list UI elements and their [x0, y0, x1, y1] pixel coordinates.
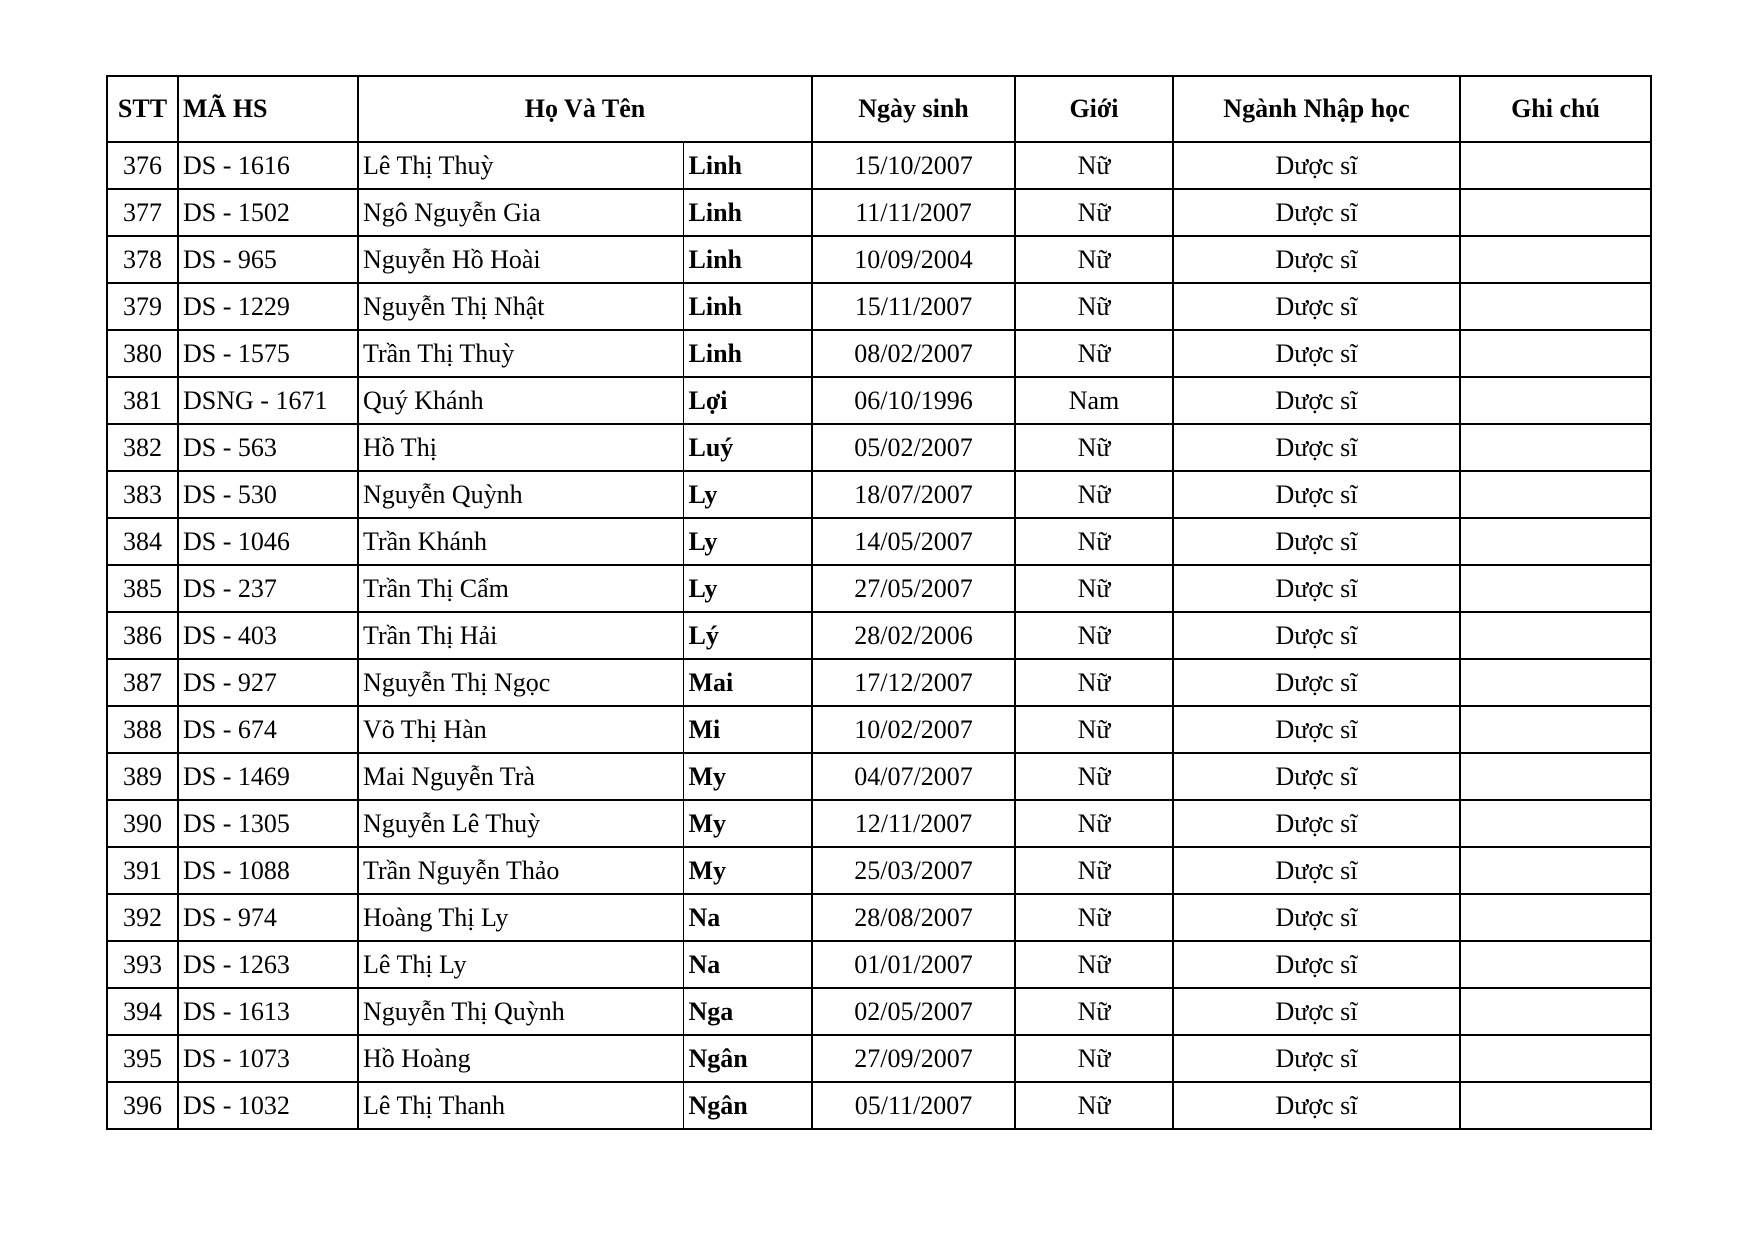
cell-major: Dược sĩ [1173, 706, 1460, 753]
cell-first-name: Ly [683, 518, 812, 565]
cell-gender: Nữ [1015, 988, 1173, 1035]
table-row [107, 988, 1651, 1035]
cell-major: Dược sĩ [1173, 424, 1460, 471]
table-row [107, 142, 1651, 189]
cell-first-name: Ly [683, 565, 812, 612]
cell-stt: 387 [107, 659, 178, 706]
cell-note [1460, 1035, 1651, 1082]
cell-last-middle-name: Quý Khánh [358, 377, 683, 424]
cell-gender: Nữ [1015, 706, 1173, 753]
cell-date-of-birth: 18/07/2007 [812, 471, 1015, 518]
cell-date-of-birth: 05/11/2007 [812, 1082, 1015, 1129]
cell-note [1460, 706, 1651, 753]
cell-last-middle-name: Nguyễn Thị Nhật [358, 283, 683, 330]
cell-student-code: DS - 237 [178, 565, 358, 612]
cell-stt: 386 [107, 612, 178, 659]
cell-last-middle-name: Lê Thị Thuỳ [358, 142, 683, 189]
cell-gender: Nữ [1015, 941, 1173, 988]
cell-major: Dược sĩ [1173, 471, 1460, 518]
cell-date-of-birth: 08/02/2007 [812, 330, 1015, 377]
cell-note [1460, 988, 1651, 1035]
cell-last-middle-name: Trần Nguyễn Thảo [358, 847, 683, 894]
cell-gender: Nữ [1015, 847, 1173, 894]
cell-major: Dược sĩ [1173, 659, 1460, 706]
cell-stt: 377 [107, 189, 178, 236]
table-row [107, 283, 1651, 330]
cell-note [1460, 142, 1651, 189]
cell-note [1460, 424, 1651, 471]
cell-student-code: DS - 1073 [178, 1035, 358, 1082]
cell-last-middle-name: Nguyễn Thị Quỳnh [358, 988, 683, 1035]
cell-student-code: DSNG - 1671 [178, 377, 358, 424]
header-row [107, 76, 1651, 142]
cell-first-name: Na [683, 894, 812, 941]
cell-last-middle-name: Mai Nguyễn Trà [358, 753, 683, 800]
cell-first-name: Nga [683, 988, 812, 1035]
cell-student-code: DS - 974 [178, 894, 358, 941]
table-row [107, 330, 1651, 377]
cell-note [1460, 236, 1651, 283]
cell-student-code: DS - 403 [178, 612, 358, 659]
cell-major: Dược sĩ [1173, 189, 1460, 236]
cell-gender: Nữ [1015, 518, 1173, 565]
cell-date-of-birth: 28/08/2007 [812, 894, 1015, 941]
header-gender: Giới [1015, 76, 1173, 142]
cell-stt: 391 [107, 847, 178, 894]
cell-stt: 394 [107, 988, 178, 1035]
cell-first-name: My [683, 753, 812, 800]
cell-date-of-birth: 04/07/2007 [812, 753, 1015, 800]
table-row [107, 471, 1651, 518]
cell-student-code: DS - 1502 [178, 189, 358, 236]
cell-first-name: My [683, 800, 812, 847]
cell-major: Dược sĩ [1173, 565, 1460, 612]
cell-gender: Nữ [1015, 612, 1173, 659]
cell-major: Dược sĩ [1173, 518, 1460, 565]
header-major: Ngành Nhập học [1173, 76, 1460, 142]
cell-note [1460, 894, 1651, 941]
cell-student-code: DS - 927 [178, 659, 358, 706]
cell-date-of-birth: 10/02/2007 [812, 706, 1015, 753]
cell-major: Dược sĩ [1173, 847, 1460, 894]
cell-stt: 385 [107, 565, 178, 612]
cell-major: Dược sĩ [1173, 142, 1460, 189]
cell-stt: 389 [107, 753, 178, 800]
cell-last-middle-name: Trần Khánh [358, 518, 683, 565]
cell-date-of-birth: 27/05/2007 [812, 565, 1015, 612]
cell-date-of-birth: 17/12/2007 [812, 659, 1015, 706]
cell-stt: 392 [107, 894, 178, 941]
cell-gender: Nam [1015, 377, 1173, 424]
cell-student-code: DS - 1305 [178, 800, 358, 847]
table-row [107, 424, 1651, 471]
cell-gender: Nữ [1015, 894, 1173, 941]
cell-student-code: DS - 674 [178, 706, 358, 753]
cell-gender: Nữ [1015, 1035, 1173, 1082]
cell-last-middle-name: Trần Thị Thuỳ [358, 330, 683, 377]
cell-major: Dược sĩ [1173, 330, 1460, 377]
cell-major: Dược sĩ [1173, 283, 1460, 330]
table-row [107, 1035, 1651, 1082]
cell-first-name: Ly [683, 471, 812, 518]
cell-gender: Nữ [1015, 800, 1173, 847]
cell-gender: Nữ [1015, 1082, 1173, 1129]
cell-stt: 379 [107, 283, 178, 330]
cell-last-middle-name: Lê Thị Ly [358, 941, 683, 988]
cell-note [1460, 1082, 1651, 1129]
cell-student-code: DS - 1032 [178, 1082, 358, 1129]
cell-major: Dược sĩ [1173, 894, 1460, 941]
cell-date-of-birth: 15/10/2007 [812, 142, 1015, 189]
cell-date-of-birth: 11/11/2007 [812, 189, 1015, 236]
cell-first-name: Lý [683, 612, 812, 659]
cell-first-name: Ngân [683, 1035, 812, 1082]
cell-first-name: Ngân [683, 1082, 812, 1129]
table-row [107, 377, 1651, 424]
cell-major: Dược sĩ [1173, 941, 1460, 988]
cell-date-of-birth: 02/05/2007 [812, 988, 1015, 1035]
cell-major: Dược sĩ [1173, 1035, 1460, 1082]
cell-student-code: DS - 965 [178, 236, 358, 283]
cell-gender: Nữ [1015, 424, 1173, 471]
cell-date-of-birth: 01/01/2007 [812, 941, 1015, 988]
cell-first-name: Mi [683, 706, 812, 753]
cell-stt: 393 [107, 941, 178, 988]
cell-note [1460, 612, 1651, 659]
cell-major: Dược sĩ [1173, 377, 1460, 424]
table-row [107, 612, 1651, 659]
cell-last-middle-name: Võ Thị Hàn [358, 706, 683, 753]
cell-last-middle-name: Nguyễn Quỳnh [358, 471, 683, 518]
cell-student-code: DS - 1613 [178, 988, 358, 1035]
cell-note [1460, 471, 1651, 518]
table-row [107, 753, 1651, 800]
table-row [107, 847, 1651, 894]
cell-gender: Nữ [1015, 753, 1173, 800]
table-row [107, 236, 1651, 283]
cell-note [1460, 800, 1651, 847]
cell-first-name: Linh [683, 142, 812, 189]
cell-last-middle-name: Trần Thị Hải [358, 612, 683, 659]
cell-stt: 376 [107, 142, 178, 189]
header-note: Ghi chú [1460, 76, 1651, 142]
cell-last-middle-name: Hồ Hoàng [358, 1035, 683, 1082]
cell-student-code: DS - 1046 [178, 518, 358, 565]
cell-major: Dược sĩ [1173, 236, 1460, 283]
table-body [107, 142, 1651, 1129]
cell-gender: Nữ [1015, 236, 1173, 283]
cell-note [1460, 565, 1651, 612]
cell-last-middle-name: Nguyễn Thị Ngọc [358, 659, 683, 706]
cell-date-of-birth: 15/11/2007 [812, 283, 1015, 330]
cell-note [1460, 330, 1651, 377]
cell-note [1460, 283, 1651, 330]
cell-note [1460, 847, 1651, 894]
cell-student-code: DS - 1263 [178, 941, 358, 988]
cell-student-code: DS - 563 [178, 424, 358, 471]
cell-note [1460, 753, 1651, 800]
header-stt: STT [107, 76, 178, 142]
cell-gender: Nữ [1015, 471, 1173, 518]
cell-note [1460, 377, 1651, 424]
cell-gender: Nữ [1015, 659, 1173, 706]
student-roster-table [106, 75, 1652, 1130]
cell-major: Dược sĩ [1173, 988, 1460, 1035]
cell-student-code: DS - 1088 [178, 847, 358, 894]
cell-stt: 388 [107, 706, 178, 753]
cell-date-of-birth: 14/05/2007 [812, 518, 1015, 565]
table-row [107, 189, 1651, 236]
cell-major: Dược sĩ [1173, 800, 1460, 847]
cell-gender: Nữ [1015, 283, 1173, 330]
table-row [107, 706, 1651, 753]
cell-note [1460, 518, 1651, 565]
cell-stt: 390 [107, 800, 178, 847]
cell-note [1460, 941, 1651, 988]
cell-first-name: Linh [683, 283, 812, 330]
cell-date-of-birth: 06/10/1996 [812, 377, 1015, 424]
cell-date-of-birth: 28/02/2006 [812, 612, 1015, 659]
cell-date-of-birth: 25/03/2007 [812, 847, 1015, 894]
cell-student-code: DS - 1616 [178, 142, 358, 189]
cell-date-of-birth: 27/09/2007 [812, 1035, 1015, 1082]
table-row [107, 941, 1651, 988]
cell-last-middle-name: Trần Thị Cẩm [358, 565, 683, 612]
cell-student-code: DS - 1469 [178, 753, 358, 800]
cell-gender: Nữ [1015, 189, 1173, 236]
cell-first-name: Linh [683, 330, 812, 377]
cell-first-name: Na [683, 941, 812, 988]
table-row [107, 518, 1651, 565]
header-full-name: Họ Và Tên [358, 76, 812, 142]
cell-first-name: Linh [683, 189, 812, 236]
cell-stt: 382 [107, 424, 178, 471]
cell-major: Dược sĩ [1173, 1082, 1460, 1129]
header-student-code: MÃ HS [178, 76, 358, 142]
cell-last-middle-name: Nguyễn Lê Thuỳ [358, 800, 683, 847]
cell-last-middle-name: Ngô Nguyễn Gia [358, 189, 683, 236]
cell-last-middle-name: Lê Thị Thanh [358, 1082, 683, 1129]
cell-stt: 384 [107, 518, 178, 565]
cell-gender: Nữ [1015, 142, 1173, 189]
cell-date-of-birth: 10/09/2004 [812, 236, 1015, 283]
cell-date-of-birth: 12/11/2007 [812, 800, 1015, 847]
cell-last-middle-name: Hoàng Thị Ly [358, 894, 683, 941]
header-date-of-birth: Ngày sinh [812, 76, 1015, 142]
cell-last-middle-name: Hồ Thị [358, 424, 683, 471]
cell-stt: 395 [107, 1035, 178, 1082]
table-row [107, 1082, 1651, 1129]
table-row [107, 659, 1651, 706]
cell-major: Dược sĩ [1173, 612, 1460, 659]
cell-student-code: DS - 530 [178, 471, 358, 518]
cell-stt: 381 [107, 377, 178, 424]
cell-gender: Nữ [1015, 565, 1173, 612]
table-row [107, 800, 1651, 847]
cell-first-name: Lợi [683, 377, 812, 424]
cell-stt: 383 [107, 471, 178, 518]
cell-first-name: My [683, 847, 812, 894]
cell-last-middle-name: Nguyễn Hồ Hoài [358, 236, 683, 283]
cell-gender: Nữ [1015, 330, 1173, 377]
cell-date-of-birth: 05/02/2007 [812, 424, 1015, 471]
cell-first-name: Luý [683, 424, 812, 471]
cell-note [1460, 659, 1651, 706]
table-row [107, 565, 1651, 612]
cell-stt: 396 [107, 1082, 178, 1129]
cell-first-name: Mai [683, 659, 812, 706]
cell-first-name: Linh [683, 236, 812, 283]
cell-stt: 378 [107, 236, 178, 283]
cell-stt: 380 [107, 330, 178, 377]
cell-major: Dược sĩ [1173, 753, 1460, 800]
cell-note [1460, 189, 1651, 236]
cell-student-code: DS - 1229 [178, 283, 358, 330]
table-row [107, 894, 1651, 941]
cell-student-code: DS - 1575 [178, 330, 358, 377]
